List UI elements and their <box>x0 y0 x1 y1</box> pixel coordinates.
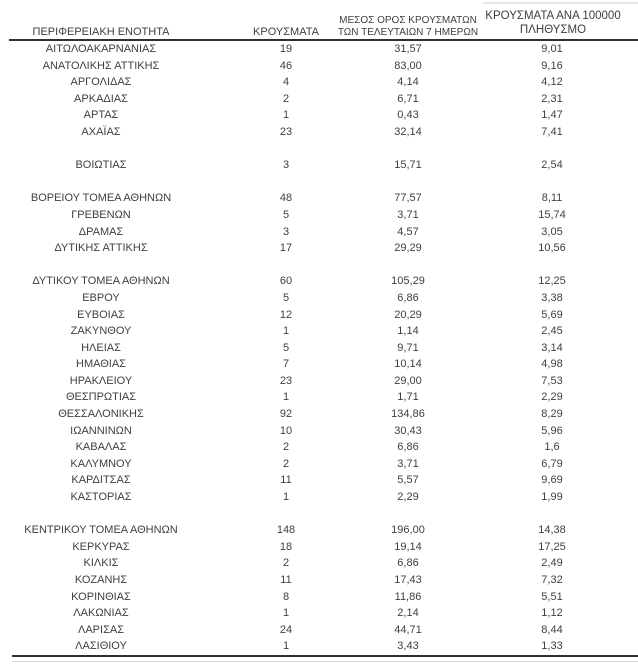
top-faint-rule <box>483 2 638 4</box>
region-cell: ΓΡΕΒΕΝΩΝ <box>71 208 131 221</box>
avg7-cell: 17,43 <box>394 574 422 586</box>
col-header-avg7-last-7-days <box>338 15 478 38</box>
spacer-row <box>0 506 638 523</box>
per100k-cell: 10,56 <box>538 242 566 255</box>
region-cell: ΑΡΓΟΛΙΔΑΣ <box>70 76 132 89</box>
cases-cell: 24 <box>279 623 293 636</box>
region-cell: ΚΑΣΤΟΡΙΑΣ <box>70 491 132 504</box>
table-row <box>0 539 638 556</box>
table-row <box>0 290 638 307</box>
per100k-cell: 2,45 <box>541 325 563 338</box>
per100k-cell: 9,01 <box>541 43 563 55</box>
table-row <box>0 423 638 440</box>
region-cell: ΛΑΚΩΝΙΑΣ <box>73 607 129 620</box>
region-cell: ΗΜΑΘΙΑΣ <box>76 358 126 371</box>
per100k-cell: 3,38 <box>541 291 563 304</box>
table-row <box>0 240 638 257</box>
region-cell: ΚΑΡΔΙΤΣΑΣ <box>71 474 131 487</box>
region-cell: ΘΕΣΣΑΛΟΝΙΚΗΣ <box>58 408 144 421</box>
avg7-cell: 2,29 <box>397 491 419 504</box>
per100k-cell: 15,74 <box>538 208 566 221</box>
region-cell: ΛΑΣΙΘΙΟΥ <box>75 640 127 653</box>
table-row <box>0 389 638 406</box>
bottom-rule <box>12 655 638 657</box>
cases-cell: 60 <box>279 275 293 288</box>
region-cell: ΘΕΣΠΡΩΤΙΑΣ <box>65 391 137 404</box>
table-row <box>0 622 638 639</box>
per100k-cell: 5,51 <box>541 590 563 603</box>
region-cell: ΔΥΤΙΚΟΥ ΤΟΜΕΑ ΑΘΗΝΩΝ <box>32 275 170 288</box>
cases-cell: 4 <box>282 76 290 89</box>
cases-cell: 1 <box>282 491 290 504</box>
cases-cell: 148 <box>276 524 296 537</box>
cases-cell: 2 <box>282 457 290 470</box>
region-cell: ΚΑΒΑΛΑΣ <box>75 441 127 454</box>
table-row <box>0 605 638 622</box>
avg7-cell: 2,14 <box>397 607 419 620</box>
cases-cell: 1 <box>282 640 290 653</box>
avg7-cell: 4,14 <box>397 76 419 89</box>
avg7-cell: 15,71 <box>394 159 422 172</box>
table-row <box>0 356 638 373</box>
table-row <box>0 472 638 489</box>
per100k-cell: 5,96 <box>541 424 563 437</box>
cases-cell: 8 <box>282 590 290 603</box>
cases-cell: 1 <box>282 325 290 338</box>
col-header-region: ΠΕΡΙΦΕΡΕΙΑΚΗ ΕΝΟΤΗΤΑ <box>32 26 170 38</box>
table-row <box>0 74 638 91</box>
spacer-row <box>0 257 638 274</box>
table-row <box>0 373 638 390</box>
table-row <box>0 439 638 456</box>
cases-cell: 46 <box>279 59 293 72</box>
region-cell: ΑΝΑΤΟΛΙΚΗΣ ΑΤΤΙΚΗΣ <box>42 59 160 72</box>
region-cell: ΚΕΝΤΡΙΚΟΥ ΤΟΜΕΑ ΑΘΗΝΩΝ <box>24 524 178 537</box>
col-header-per100k-line2: ΠΛΗΘΥΣΜΟ <box>519 23 587 36</box>
avg7-cell: 3,71 <box>397 208 419 221</box>
col-header-cases: ΚΡΟΥΣΜΑΤΑ <box>253 26 319 38</box>
region-cell: ΚΕΡΚΥΡΑΣ <box>72 540 130 553</box>
avg7-cell: 105,29 <box>391 275 425 288</box>
avg7-cell: 6,86 <box>397 441 419 454</box>
table-row <box>0 323 638 340</box>
cases-cell: 1 <box>282 607 290 620</box>
per100k-cell: 7,53 <box>541 374 563 387</box>
per100k-cell: 3,05 <box>541 225 563 238</box>
cases-cell: 5 <box>282 291 290 304</box>
cases-cell: 2 <box>282 441 290 454</box>
table-body <box>0 41 638 655</box>
avg7-cell: 10,14 <box>394 358 422 371</box>
per100k-cell: 8,44 <box>541 623 563 636</box>
avg7-cell: 20,29 <box>394 308 422 321</box>
region-cell: ΔΥΤΙΚΗΣ ΑΤΤΙΚΗΣ <box>54 242 148 255</box>
region-cell: ΒΟΡΕΙΟΥ ΤΟΜΕΑ ΑΘΗΝΩΝ <box>30 192 172 205</box>
table-row <box>0 555 638 572</box>
table-row <box>0 41 638 58</box>
table-row <box>0 91 638 108</box>
region-cell: ΑΙΤΩΛΟΑΚΑΡΝΑΝΙΑΣ <box>45 43 157 55</box>
region-cell: ΖΑΚΥΝΘΟΥ <box>70 325 132 338</box>
table-row <box>0 58 638 75</box>
per100k-cell: 2,29 <box>541 391 563 404</box>
per100k-cell: 8,11 <box>541 192 563 205</box>
avg7-cell: 6,86 <box>397 557 419 570</box>
per100k-cell: 5,69 <box>541 308 563 321</box>
region-cell: ΗΡΑΚΛΕΙΟΥ <box>69 374 133 387</box>
per100k-cell: 1,12 <box>541 607 563 620</box>
region-cell: ΗΛΕΙΑΣ <box>81 341 121 354</box>
per100k-cell: 7,41 <box>541 125 563 138</box>
per100k-cell: 1,99 <box>541 491 563 504</box>
cases-cell: 1 <box>282 109 290 122</box>
region-cell: ΒΟΙΩΤΙΑΣ <box>75 159 127 172</box>
avg7-cell: 1,71 <box>397 391 419 404</box>
table-row <box>0 273 638 290</box>
per100k-cell: 1,6 <box>544 441 560 454</box>
bottom-shadow-rule <box>12 661 638 662</box>
cases-cell: 3 <box>282 159 290 172</box>
table-row <box>0 224 638 241</box>
avg7-cell: 29,00 <box>394 374 422 387</box>
per100k-cell: 4,98 <box>541 358 563 371</box>
table-row <box>0 589 638 606</box>
avg7-cell: 0,43 <box>397 109 419 122</box>
per100k-cell: 1,33 <box>541 640 563 653</box>
spacer-row <box>0 174 638 191</box>
region-cell: ΚΙΛΚΙΣ <box>83 557 119 570</box>
col-header-avg7-line2: ΤΩΝ ΤΕΛΕΥΤΑΙΩΝ 7 ΗΜΕΡΩΝ <box>337 26 479 38</box>
cases-cell: 5 <box>282 208 290 221</box>
cases-cell: 2 <box>282 557 290 570</box>
cases-cell: 11 <box>280 574 292 586</box>
avg7-cell: 9,71 <box>397 341 419 354</box>
region-cell: ΕΒΡΟΥ <box>82 291 120 304</box>
cases-cell: 5 <box>282 341 290 354</box>
table-row <box>0 107 638 124</box>
per100k-cell: 9,69 <box>541 474 563 487</box>
table-row <box>0 207 638 224</box>
per100k-cell: 3,14 <box>541 341 563 354</box>
cases-cell: 19 <box>279 43 293 55</box>
region-cell: ΛΑΡΙΣΑΣ <box>77 623 125 636</box>
per100k-cell: 7,32 <box>541 574 563 586</box>
cases-cell: 12 <box>279 308 293 321</box>
avg7-cell: 3,71 <box>397 457 419 470</box>
col-header-per100k-line1: ΚΡΟΥΣΜΑΤΑ ΑΝΑ 100000 <box>485 10 621 22</box>
avg7-cell: 77,57 <box>394 192 422 205</box>
spacer-row <box>0 141 638 158</box>
region-cell: ΑΡΤΑΣ <box>83 109 119 122</box>
col-header-cases-per-100000 <box>485 10 620 37</box>
cases-cell: 2 <box>282 92 290 105</box>
avg7-cell: 196,00 <box>391 524 425 537</box>
avg7-cell: 3,43 <box>397 640 419 653</box>
region-cell: ΑΧΑΪΑΣ <box>81 125 121 138</box>
avg7-cell: 83,00 <box>394 59 422 72</box>
avg7-cell: 11,86 <box>394 590 422 603</box>
per100k-cell: 2,54 <box>541 159 563 172</box>
region-cell: ΔΡΑΜΑΣ <box>78 225 124 238</box>
table-row <box>0 307 638 324</box>
avg7-cell: 5,57 <box>397 474 419 487</box>
region-cell: ΚΟΖΑΝΗΣ <box>74 574 128 586</box>
avg7-cell: 19,14 <box>394 540 422 553</box>
cases-cell: 18 <box>279 540 293 553</box>
table-row <box>0 124 638 141</box>
region-cell: ΙΩΑΝΝΙΝΩΝ <box>70 424 132 437</box>
per100k-cell: 14,38 <box>538 524 566 537</box>
avg7-cell: 4,57 <box>397 225 419 238</box>
avg7-cell: 134,86 <box>391 408 425 421</box>
cases-cell: 7 <box>282 358 290 371</box>
table-row <box>0 406 638 423</box>
cases-cell: 48 <box>279 192 293 205</box>
per100k-cell: 2,49 <box>541 557 563 570</box>
table-row <box>0 456 638 473</box>
avg7-cell: 6,71 <box>397 92 419 105</box>
cases-cell: 11 <box>280 474 292 487</box>
col-header-avg7-line1: ΜΕΣΟΣ ΟΡΟΣ ΚΡΟΥΣΜΑΤΩΝ <box>339 15 477 26</box>
avg7-cell: 32,14 <box>394 125 422 138</box>
table-row <box>0 190 638 207</box>
table-row <box>0 638 638 655</box>
avg7-cell: 29,29 <box>394 242 422 255</box>
per100k-cell: 4,12 <box>541 76 563 89</box>
cases-cell: 3 <box>282 225 290 238</box>
table-row <box>0 572 638 589</box>
table-row <box>0 157 638 174</box>
region-cell: ΑΡΚΑΔΙΑΣ <box>74 92 128 105</box>
table-row <box>0 489 638 506</box>
region-cell: ΚΑΛΥΜΝΟΥ <box>70 457 132 470</box>
avg7-cell: 30,43 <box>394 424 422 437</box>
table-row <box>0 522 638 539</box>
cases-cell: 23 <box>279 374 293 387</box>
cases-cell: 1 <box>282 391 290 404</box>
cases-cell: 92 <box>279 408 293 421</box>
per100k-cell: 1,47 <box>541 109 563 122</box>
avg7-cell: 1,14 <box>397 325 419 338</box>
per100k-cell: 2,31 <box>541 92 563 105</box>
region-cell: ΕΥΒΟΙΑΣ <box>77 308 125 321</box>
avg7-cell: 6,86 <box>397 291 419 304</box>
avg7-cell: 44,71 <box>394 623 422 636</box>
per100k-cell: 12,25 <box>538 275 566 288</box>
table-row <box>0 340 638 357</box>
per100k-cell: 17,25 <box>538 540 566 553</box>
avg7-cell: 31,57 <box>394 43 422 55</box>
region-cell: ΚΟΡΙΝΘΙΑΣ <box>71 590 131 603</box>
cases-cell: 10 <box>279 424 293 437</box>
per100k-cell: 6,79 <box>541 457 563 470</box>
cases-cell: 23 <box>279 125 293 138</box>
per100k-cell: 8,29 <box>541 408 563 421</box>
per100k-cell: 9,16 <box>541 59 563 72</box>
cases-cell: 17 <box>279 242 293 255</box>
